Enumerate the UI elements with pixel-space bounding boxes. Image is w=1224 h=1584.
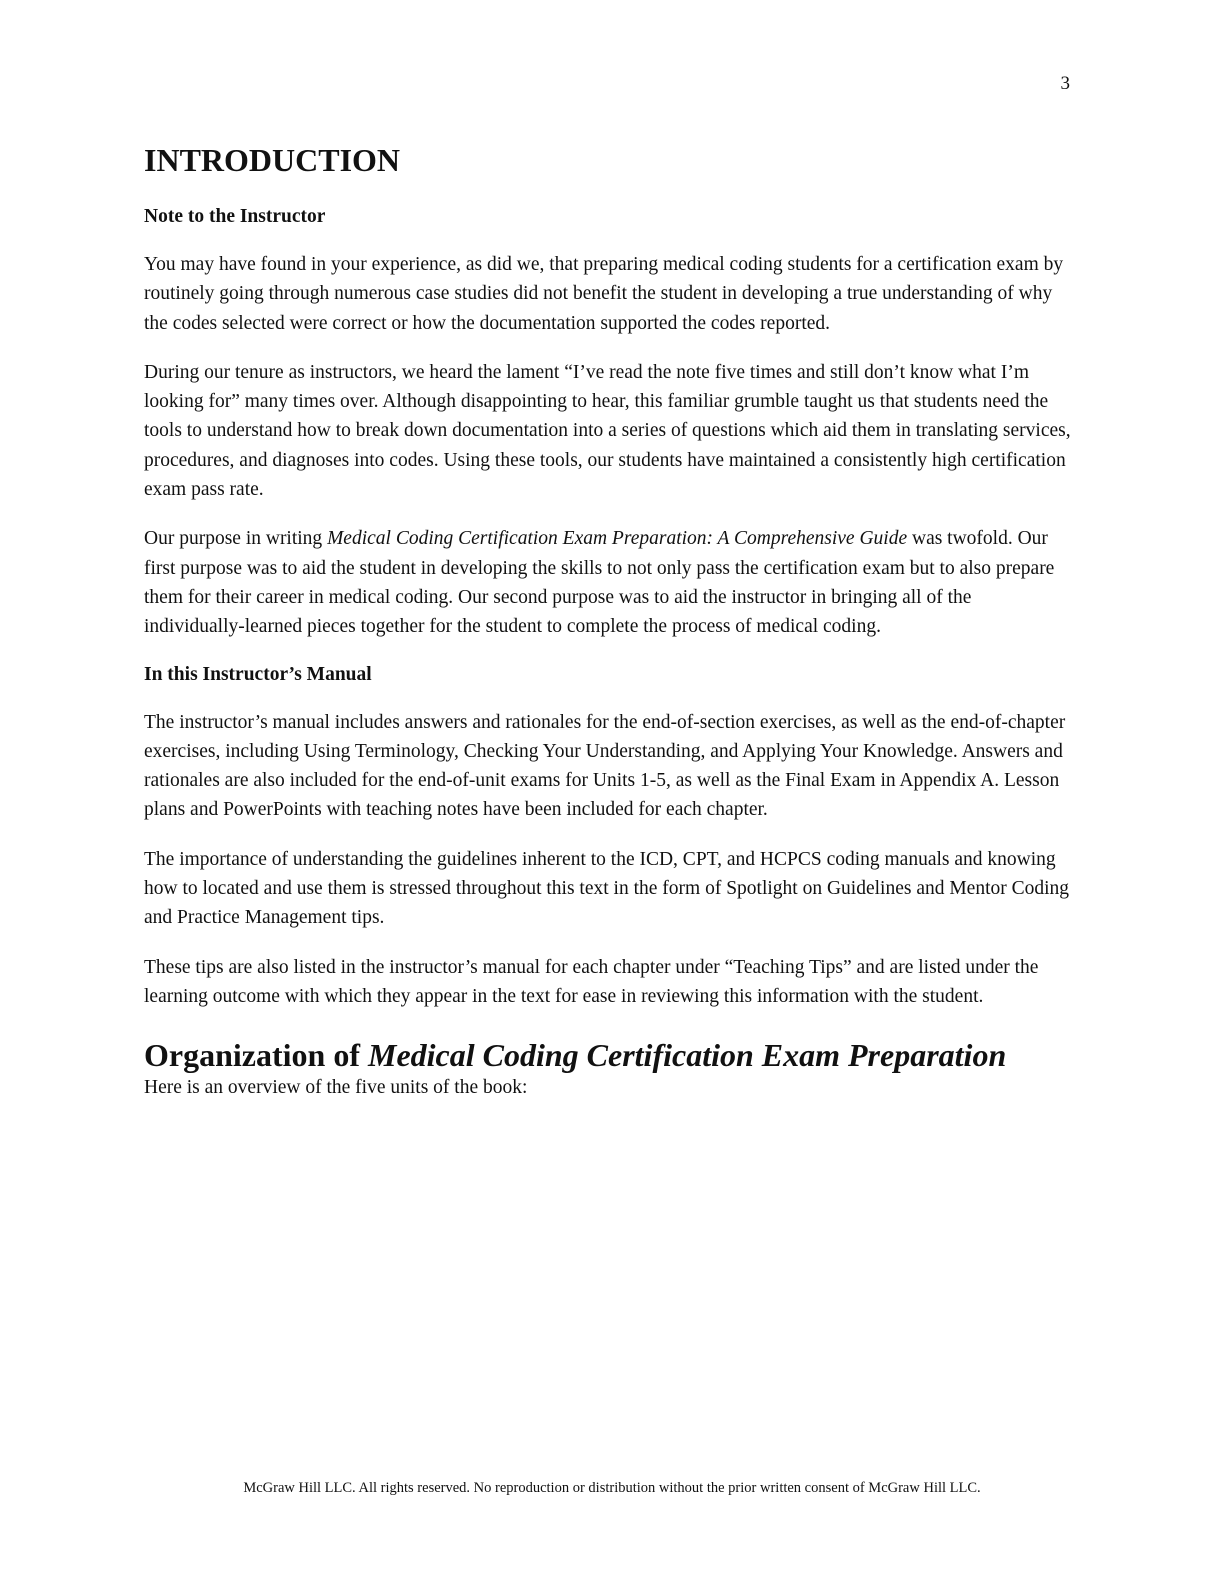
note-paragraph-1: You may have found in your experience, as did we, that preparing medical coding students for a certification exam by routinely going through numerous case studies did not benefit the student in developing a true understanding of why the codes selected were correct or how the documentation supported the codes reported. (144, 254, 1064, 334)
page-number: 3 (1060, 73, 1070, 94)
units-overview-text: Here is an overview of the five units of the book: (144, 1077, 528, 1099)
document-body (144, 140, 1074, 1101)
manual-paragraph-2: The importance of understanding the guidelines inherent to the ICD, CPT, and HCPCS coding manuals and knowing how to located and use them is stressed throughout this text in the form of Spotlight on Guidelines and Mentor Coding and Practice Management tips. (144, 848, 1070, 929)
copyright-footer: McGraw Hill LLC. All rights reserved. No reproduction or distribution without the prior written consent of McGraw Hill LLC. (243, 1480, 981, 1496)
book-title: Medical Coding Certification Exam Preparation: A Comprehensive Guide (327, 528, 908, 550)
page-title: INTRODUCTION (144, 142, 401, 178)
manual-paragraph-1: The instructor’s manual includes answers and rationales for the end-of-section exercises, as well as the end-of-chapter exercises, including Using Terminology, Checking Your Understanding, and Applying Your Knowledge. Answers and rationales are also included for the end-of-unit exams for Units 1-5, as well as the Final Exam in Appendix A. Lesson plans and PowerPoints with teaching notes have been included for each chapter. (144, 711, 1066, 821)
note-paragraph-3 (144, 524, 1074, 641)
instructors-manual-heading: In this Instructor’s Manual (144, 663, 372, 685)
note-paragraph-3-rest: was twofold. Our first purpose was to aid the student in developing the skills to not only pass the certification exam but to also prepare them for their career in medical coding. Our second purpose was to aid the instructor in bringing all of the individually-learned pieces together for the student to complete the process of medical coding. (144, 528, 1055, 638)
organization-heading-prefix: Organization of (144, 1037, 368, 1074)
organization-heading (144, 1035, 1074, 1075)
organization-heading-book-title: Medical Coding Certification Exam Preparation (367, 1037, 1007, 1074)
note-paragraph-2: During our tenure as instructors, we heard the lament “I’ve read the note five times and still don’t know what I’m looking for” many times over. Although disappointing to hear, this familiar grumble taught us that students need the tools to understand how to break down documentation into a series of questions which aid them in translating services, procedures, and diagnoses into codes. Using these tools, our students have maintained a consistently high certification exam pass rate. (144, 361, 1071, 501)
manual-paragraph-3: These tips are also listed in the instructor’s manual for each chapter under “Teaching Tips” and are listed under the learning outcome with which they appear in the text for ease in reviewing this information with the student. (144, 956, 1039, 1007)
note-to-instructor-heading: Note to the Instructor (144, 206, 326, 227)
note-paragraph-3-lead: Our purpose in writing (144, 528, 328, 550)
